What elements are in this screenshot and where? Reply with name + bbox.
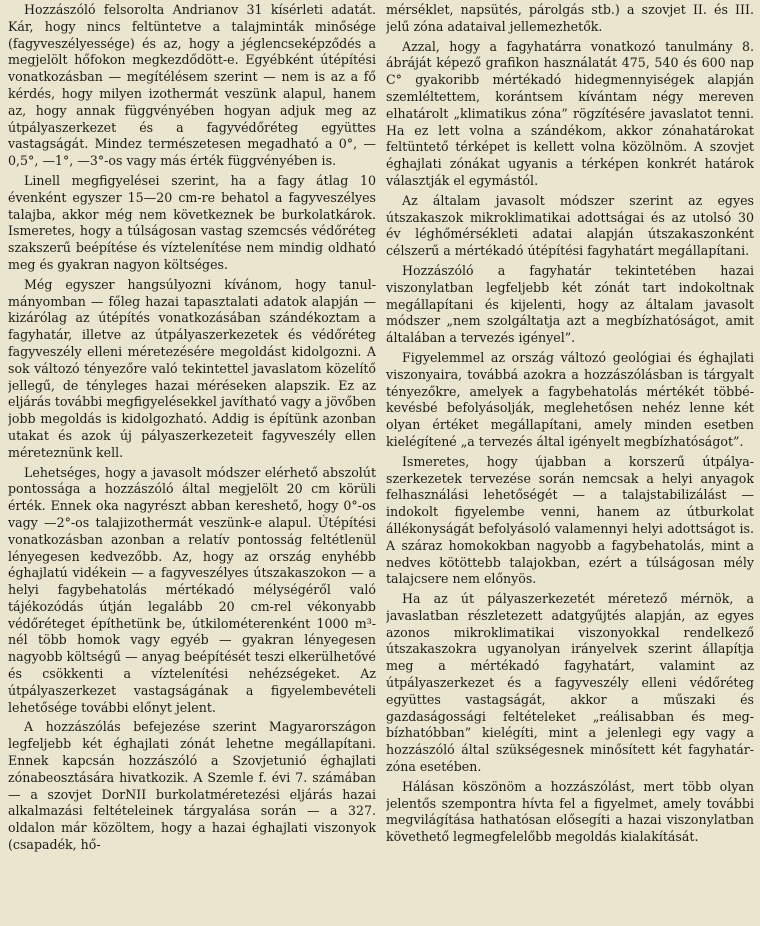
paragraph: Az általam javasolt módszer szerint az egyes útszakaszok mikroklimatikai adottságai és az utolsó 30 év léghőmérsékleti adatai alapján útszakaszonként célszerű a mértékadó útépítési fagyhatárt megállapítani. (386, 192, 754, 259)
paragraph: Hozzászóló felsorolta Andrianov 31 kísérleti adatát. Kár, hogy nincs feltüntetve a talajminták minősége (fagyveszélyessége) és az, hogy a jéglencseképződés a megjelölt hőfokon megkezdődött-e. Egyébként útépítési vonatkozásban — megítélésem szerint — nem is az a fő kérdés, hogy milyen izothermát veszünk alapul, hanem az, hogy annak függvényében hogyan adjuk meg az útpályaszerkezet és a fagyvédőréteg együttes vastagságát. Mindez természetesen megadható a 0°, —0,5°, —1°, —3°-os vagy más érték függvényében is. (8, 2, 376, 169)
paragraph: Ha az út pályaszerkezetét méretező mérnök, a javaslatban részletezett adatgyűjtés alapján, az egyes azonos mikroklimatikai viszonyokkal rendelkező útszakaszokra ugyanolyan irányelvek szerint állapítja meg a mértékadó fagyhatárt, valamint az útpályaszerkezet és a fagyveszély elleni védőréteg együttes vastagságát, akkor a műszaki és gazdaságossági feltételeket „reálisabban és megbízhatóbban” kielégíti, mint a jelenlegi egy vagy a hozzászóló által szükségesnek minősített két fagyhatár-zóna esetében. (386, 591, 754, 775)
paragraph: A hozzászólás befejezése szerint Magyarországon legfeljebb két éghajlati zónát lehetne megállapítani. Ennek kapcsán hozzászóló a Szovjetunió éghajlati zónabeosztására hivatkozik. A Szemle f. évi 7. számában — a szovjet DorNII burkolatméretezési eljárás hazai alkalmazási feltételeinek tárgyalása során — a 327. oldalon már közöltem, hogy a hazai éghajlati viszonyok (csapadék, hő- (8, 719, 376, 853)
paragraph: Figyelemmel az ország változó geológiai és éghajlati viszonyaira, továbbá azokra a hozzászólásban is tárgyalt tényezőkre, amelyek a fagybehatolás mértékét többé-kevésbé befolyásolják, meglehetősen nehéz lenne két olyan értéket megállapítani, amely minden esetben kielégítené „a tervezés által igényelt megbízhatóságot”. (386, 349, 754, 449)
paragraph: Hálásan köszönöm a hozzászólást, mert több olyan jelentős szempontra hívta fel a figyelmet, amely további megvilágítása hathatósan elősegíti a hazai viszonylatban követhető legmegfelelőbb megoldás kialakítását. (386, 778, 754, 845)
paragraph: Ismeretes, hogy újabban a korszerű útpályaszerkezetek tervezése során nemcsak a helyi anyagok felhasználási lehetőségét — a talajstabilizálást — indokolt figyelembe venni, hanem az útburkolat állékonyságát befolyásoló valamennyi helyi adottságot is. A száraz homokokban nagyobb a fagybehatolás, mint a nedves kötöttebb talajokban, ezért a túlságosan mély talajcsere nem előnyös. (386, 453, 754, 587)
paragraph: Lehetséges, hogy a javasolt módszer elérhető abszolút pontossága a hozzászóló által megjelölt 20 cm körüli érték. Ennek oka nagyrészt abban kereshető, hogy 0°-os vagy —2°-os talajizothermát veszünk-e alapul. Útépítési vonatkozásban azonban a relatív pontosság feltétlenül lényegesen kedvezőbb. Az, hogy az ország enyhébb éghajlatú vidékein — a fagyveszélyes útszakaszokon — a helyi fagybehatolás mértékadó mélységéről való tájékozódás útján legalább 20 cm-rel vékonyabb védőréteget építhetünk be, útkilométerenként 1000 m³-nél több homok vagy egyéb — gyakran lényegesen nagyobb költségű — anyag beépítését teszi elkerülhetővé és csökkenti a víztelenítési nehézségeket. Az útpályaszerkezet vastagságának a figyelembevételi lehetősége további előnyt jelent. (8, 464, 376, 715)
paragraph: Linell megfigyelései szerint, ha a fagy átlag 10 évenként egyszer 15—20 cm-re behatol a fagyveszélyes talajba, akkor még nem következnek be burkolatkárok. Ismeretes, hogy a túlságosan vastag szemcsés védőréteg szakszerű beépítése és víztelenítése nem mindig oldható meg és gyakran nagyon költséges. (8, 172, 376, 272)
paragraph: Hozzászóló a fagyhatár tekintetében hazai viszonylatban legfeljebb két zónát tart indokoltnak megállapítani és kijelenti, hogy az általam javasolt módszer „nem szolgáltatja azt a megbízhatóságot, amit általában a tervezés igényel”. (386, 262, 754, 346)
paragraph-continued: mérséklet, napsütés, párolgás stb.) a szovjet II. és III. jelű zóna adataival jellemezhetők. (386, 2, 754, 34)
left-column (8, 2, 376, 926)
paragraph: Azzal, hogy a fagyhatárra vonatkozó tanulmány 8. ábráját képező grafikon használatát 475, 540 és 600 nap C° gyakoribb mértékadó hidegmennyiségek alapján szemléltettem, korántsem kívántam négy mereven elhatárolt „klimatikus zóna” rögzítésére javaslatot tenni. Ha ez lett volna a szándékom, akkor zónahatárokat feltüntető térképet is kellett volna közölnöm. A szovjet éghajlati zónákat ugyanis a térképen konkrét határok választják el egymástól. (386, 38, 754, 188)
right-column (386, 2, 754, 926)
paragraph: Még egyszer hangsúlyozni kívánom, hogy tanulmányomban — főleg hazai tapasztalati adatok alapján — kizárólag az útépítés vonatkozásában szándékoztam a fagyhatár, illetve az útpályaszerkezetek és védőréteg fagyveszély elleni méretezésére megoldást kidolgozni. A sok változó tényezőre való tekintettel javaslatom közelítő jellegű, de tényleges hazai méréseken alapszik. Ez az eljárás további megfigyelésekkel javítható vagy a jövőben jobb megoldás is kidolgozható. Addig is építünk azonban utakat és azok új pályaszerkezeteit fagyveszély ellen méreteznünk kell. (8, 276, 376, 460)
